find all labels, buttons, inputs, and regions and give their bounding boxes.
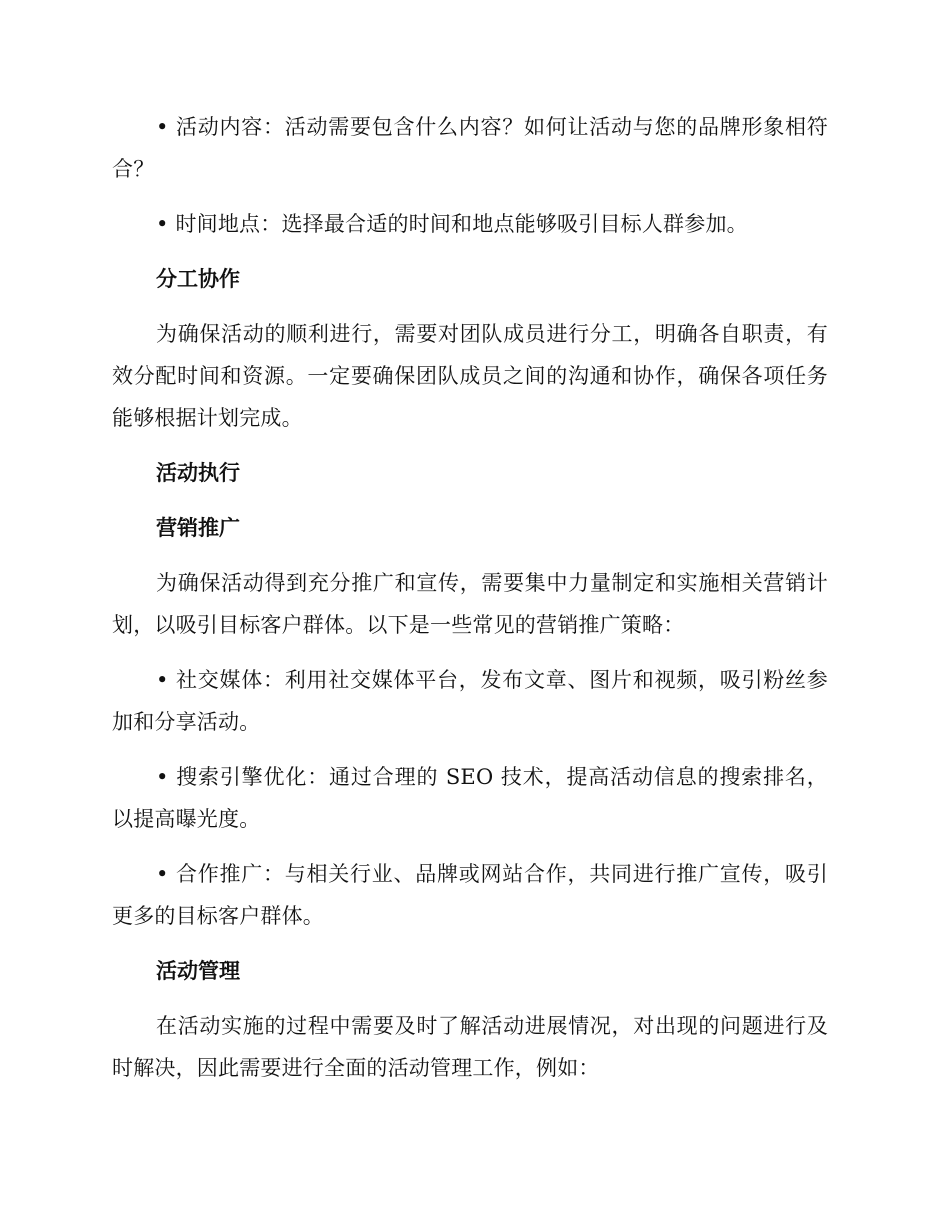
heading-division-of-labor: 分工协作: [156, 267, 240, 291]
para-activity-management: 在活动实施的过程中需要及时了解活动进展情况，对出现的问题进行及时解决，因此需要进行全面的活动管理工作，例如：: [112, 1014, 828, 1080]
para-marketing-promotion: 为确保活动得到充分推广和宣传，需要集中力量制定和实施相关营销计划，以吸引目标客户群体。以下是一些常见的营销推广策略：: [112, 571, 828, 637]
bullet-social-media: • 社交媒体：利用社交媒体平台，发布文章、图片和视频，吸引粉丝参加和分享活动。: [112, 668, 828, 734]
heading-activity-execution: 活动执行: [156, 461, 240, 485]
bullet-activity-content: • 活动内容：活动需要包含什么内容？如何让活动与您的品牌形象相符合？: [112, 115, 828, 181]
bullet-time-location: • 时间地点：选择最合适的时间和地点能够吸引目标人群参加。: [156, 212, 748, 236]
heading-activity-management: 活动管理: [156, 959, 240, 983]
para-division-of-labor: 为确保活动的顺利进行，需要对团队成员进行分工，明确各自职责，有效分配时间和资源。一定要确保团队成员之间的沟通和协作，确保各项任务能够根据计划完成。: [112, 322, 828, 430]
bullet-seo: • 搜索引擎优化：通过合理的 SEO 技术，提高活动信息的搜索排名，以提高曝光度。: [112, 765, 828, 831]
bullet-partnership: • 合作推广：与相关行业、品牌或网站合作，共同进行推广宣传，吸引更多的目标客户群体。: [112, 862, 828, 928]
heading-marketing-promotion: 营销推广: [156, 516, 240, 540]
